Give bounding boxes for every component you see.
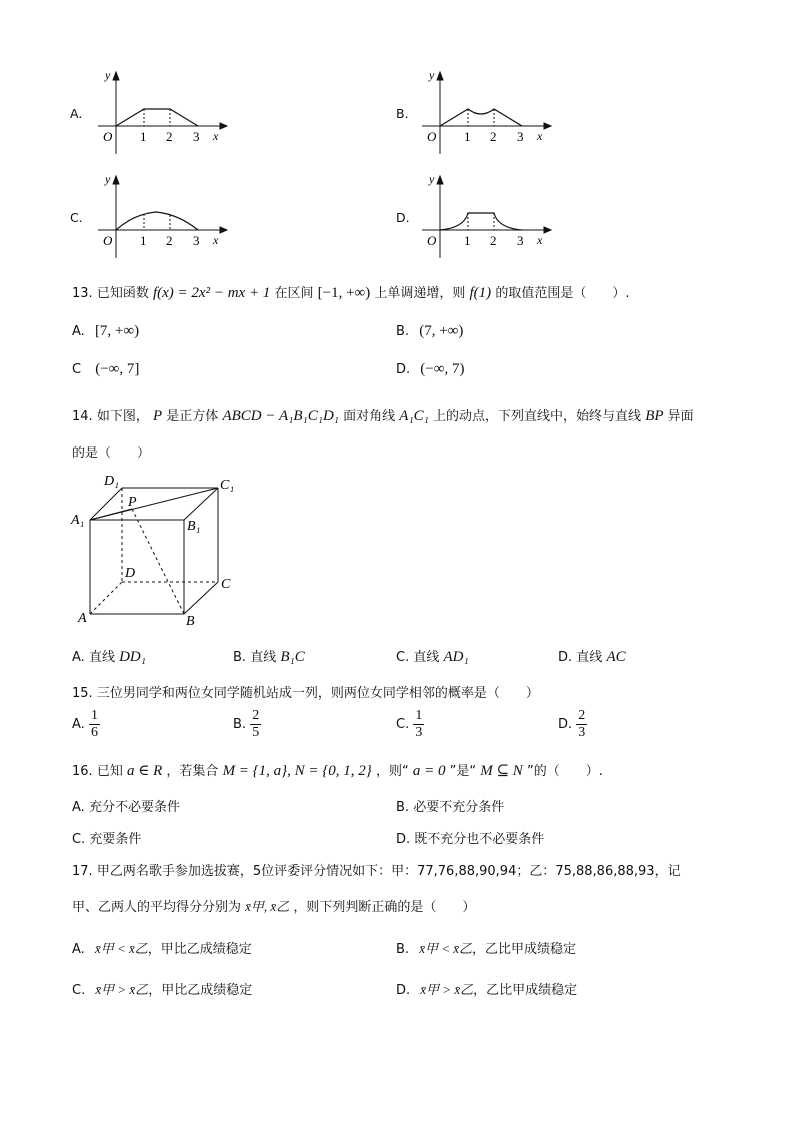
tick-2: 2: [166, 233, 173, 248]
option-label: B.: [233, 650, 247, 665]
option-text: ，甲比乙成绩稳定: [147, 942, 252, 957]
tick-1: 1: [464, 233, 471, 248]
vertex-b1-label: B₁: [187, 519, 201, 534]
x-axis-arrow: [220, 123, 227, 129]
q15-option-a: [72, 708, 100, 741]
question-number: 14.: [72, 409, 93, 424]
x-label: x: [537, 233, 543, 247]
tick-1: 1: [464, 129, 471, 144]
option-expression: x̄甲 < x̄乙: [94, 941, 148, 956]
option-expression: x̄甲 > x̄乙: [95, 982, 149, 997]
option-value: AC: [606, 649, 626, 665]
q17-stem-line2: [72, 896, 475, 915]
option-label: A.: [72, 324, 85, 339]
fraction: [576, 708, 587, 741]
condition-expression: a ∈ R: [126, 763, 163, 779]
stem-text: 在区间: [274, 286, 314, 301]
q16-stem: [72, 760, 603, 780]
tick-1: 1: [140, 129, 147, 144]
option-text: 既不充分也不必要条件: [414, 832, 545, 847]
vertex-c1-label: C₁: [220, 478, 235, 493]
y-axis-arrow: [113, 72, 119, 80]
q15-option-d: [558, 708, 587, 741]
denominator: 3: [578, 725, 586, 741]
option-label: C.: [72, 832, 86, 847]
cube-name: ABCD − A₁B₁C₁D₁: [222, 408, 339, 424]
stem-text: 如下图，: [96, 409, 149, 424]
question-number: 17.: [72, 864, 93, 879]
stem-text: 面对角线: [343, 409, 396, 424]
tick-3: 3: [517, 129, 524, 144]
option-label: A.: [72, 942, 85, 957]
option-text: 直线: [576, 650, 603, 665]
curve: [440, 213, 522, 230]
option-text: 直线: [250, 650, 277, 665]
vertex-d-label: D: [125, 566, 136, 581]
option-label: D.: [396, 983, 411, 998]
stem-text: 三位男同学和两位女同学随机站成一列，则两位女同学相邻的概率是（ ）: [96, 686, 539, 701]
stem-text: 异面: [667, 409, 694, 424]
option-label: B.: [396, 324, 410, 339]
option-label: B.: [233, 717, 247, 733]
option-label: C.: [72, 983, 86, 998]
tick-1: 1: [140, 233, 147, 248]
q14-option-b: [233, 646, 305, 666]
q12-graph-b: [418, 66, 558, 158]
vertex-d1-label: D₁: [104, 474, 119, 489]
q15-option-c: [396, 708, 424, 741]
diagonal-name: A₁C₁: [399, 408, 429, 424]
stem-text: 甲乙两名歌手参加选拔赛，5位评委评分情况如下：甲：77,76,88,90,94；乙：75,88,86,88,93，记: [96, 864, 681, 879]
option-text: ，乙比甲成绩稳定: [473, 983, 578, 998]
cube-figure: [66, 470, 246, 630]
q12-option-a-label: A.: [70, 106, 83, 121]
q14-stem: [72, 405, 694, 425]
option-value: AD₁: [443, 649, 469, 665]
option-label: C.: [396, 650, 410, 665]
x-label: x: [213, 129, 219, 143]
curve: [116, 212, 198, 230]
denominator: 5: [252, 725, 260, 741]
option-label: A.: [72, 800, 85, 815]
vertex-c-label: C: [221, 577, 231, 592]
stem-text: 上的动点，下列直线中，始终与直线: [433, 409, 642, 424]
means-expression: x̄甲, x̄乙: [245, 899, 290, 914]
line-bp: BP: [645, 408, 664, 424]
option-value: (−∞, 7): [420, 361, 465, 377]
q13-option-b: [396, 323, 463, 340]
origin-label: O: [103, 129, 113, 144]
q12-option-d-label: D.: [396, 210, 410, 225]
point-p-label: P: [128, 495, 137, 510]
f1-expression: f(1): [469, 285, 492, 301]
tick-2: 2: [166, 129, 173, 144]
vertex-a-label: A: [78, 611, 87, 626]
option-label: B.: [396, 942, 410, 957]
tick-3: 3: [193, 129, 200, 144]
sets-expression: M = {1, a}, N = {0, 1, 2}: [222, 763, 372, 779]
q12-option-b-label: B.: [396, 106, 409, 121]
origin-label: O: [103, 233, 113, 248]
option-label: A.: [72, 717, 85, 733]
curve: [440, 109, 522, 126]
x-label: x: [537, 129, 543, 143]
q14-stem-line2: 的是（ ）: [72, 446, 151, 461]
tick-2: 2: [490, 233, 497, 248]
y-label: y: [105, 68, 111, 82]
q15-option-b: [233, 708, 261, 741]
fraction: [89, 708, 100, 741]
option-label: D.: [558, 717, 573, 733]
vertex-b-label: B: [186, 614, 195, 629]
y-label: y: [105, 172, 111, 186]
stem-text: ，则下列判断正确的是（ ）: [293, 900, 476, 915]
option-text: ，甲比乙成绩稳定: [148, 983, 253, 998]
curve: [116, 109, 198, 126]
option-text: 必要不充分条件: [413, 800, 505, 815]
option-value: (7, +∞): [419, 323, 464, 339]
q13-option-a: [72, 323, 139, 340]
q16-option-d: [396, 828, 544, 847]
stem-text: 上单调递增，则: [374, 286, 466, 301]
fraction: [413, 708, 424, 741]
vertex-a1-label: A₁: [71, 513, 85, 528]
question-number: 15.: [72, 686, 93, 701]
stem-text: ”的（ ）.: [526, 764, 603, 779]
stem-text: 是正方体: [166, 409, 219, 424]
denominator: 3: [415, 725, 423, 741]
q14-option-a: [72, 646, 146, 666]
y-label: y: [429, 172, 435, 186]
numerator: 1: [413, 708, 424, 725]
option-label: D.: [396, 362, 411, 377]
option-text: ，乙比甲成绩稳定: [472, 942, 577, 957]
option-expression: x̄甲 > x̄乙: [420, 982, 474, 997]
q17-option-b: [396, 938, 576, 957]
stem-text: ，则“: [375, 764, 409, 779]
option-expression: x̄甲 < x̄乙: [419, 941, 473, 956]
fraction: [250, 708, 261, 741]
stem-text: 甲、乙两人的平均得分分别为: [72, 900, 242, 915]
function-expression: f(x) = 2x² − mx + 1: [152, 285, 271, 301]
stem-text: 已知: [96, 764, 123, 779]
stem-text: 已知函数: [96, 286, 149, 301]
tick-2: 2: [490, 129, 497, 144]
point-p: P: [152, 408, 163, 424]
option-label: C.: [396, 717, 410, 733]
stem-text: ”是“: [449, 764, 477, 779]
subset-expression: M ⊆ N: [480, 763, 523, 779]
question-number: 16.: [72, 764, 93, 779]
numerator: 2: [250, 708, 261, 725]
option-label: C: [72, 362, 82, 377]
numerator: 2: [576, 708, 587, 725]
denominator: 6: [90, 725, 98, 741]
option-value: [7, +∞): [94, 323, 140, 339]
origin-label: O: [427, 233, 437, 248]
tick-3: 3: [517, 233, 524, 248]
stem-text: ，若集合: [166, 764, 219, 779]
q12-graph-d: [418, 170, 558, 262]
option-text: 直线: [88, 650, 115, 665]
option-text: 充分不必要条件: [88, 800, 180, 815]
option-label: B.: [396, 800, 410, 815]
interval-expression: [−1, +∞): [317, 285, 371, 301]
q12-option-c-label: C.: [70, 210, 83, 225]
question-number: 13.: [72, 286, 93, 301]
q12-graph-a: [94, 66, 234, 158]
tick-3: 3: [193, 233, 200, 248]
q13-stem: [72, 282, 629, 302]
option-label: D.: [396, 832, 411, 847]
q17-option-c: [72, 979, 252, 998]
q14-option-d: [558, 646, 626, 666]
option-value: B₁C: [280, 649, 305, 665]
q17-stem: [72, 860, 681, 879]
option-value: DD₁: [119, 649, 146, 665]
q15-stem: [72, 682, 539, 701]
q17-option-d: [396, 979, 577, 998]
q13-option-d: [396, 361, 464, 378]
q16-option-a: [72, 796, 180, 815]
x-label: x: [213, 233, 219, 247]
y-label: y: [429, 68, 435, 82]
option-text: 充要条件: [89, 832, 142, 847]
origin-label: O: [427, 129, 437, 144]
option-label: D.: [558, 650, 573, 665]
q16-option-c: [72, 828, 141, 847]
numerator: 1: [89, 708, 100, 725]
q13-option-c: [72, 361, 139, 378]
stem-text: 的取值范围是（ ）.: [495, 286, 630, 301]
option-text: 直线: [413, 650, 440, 665]
q14-option-c: [396, 646, 469, 666]
equation-expression: a = 0: [412, 763, 446, 779]
option-value: (−∞, 7]: [95, 361, 140, 377]
option-label: A.: [72, 650, 85, 665]
q16-option-b: [396, 796, 504, 815]
q17-option-a: [72, 938, 252, 957]
q12-graph-c: [94, 170, 234, 262]
